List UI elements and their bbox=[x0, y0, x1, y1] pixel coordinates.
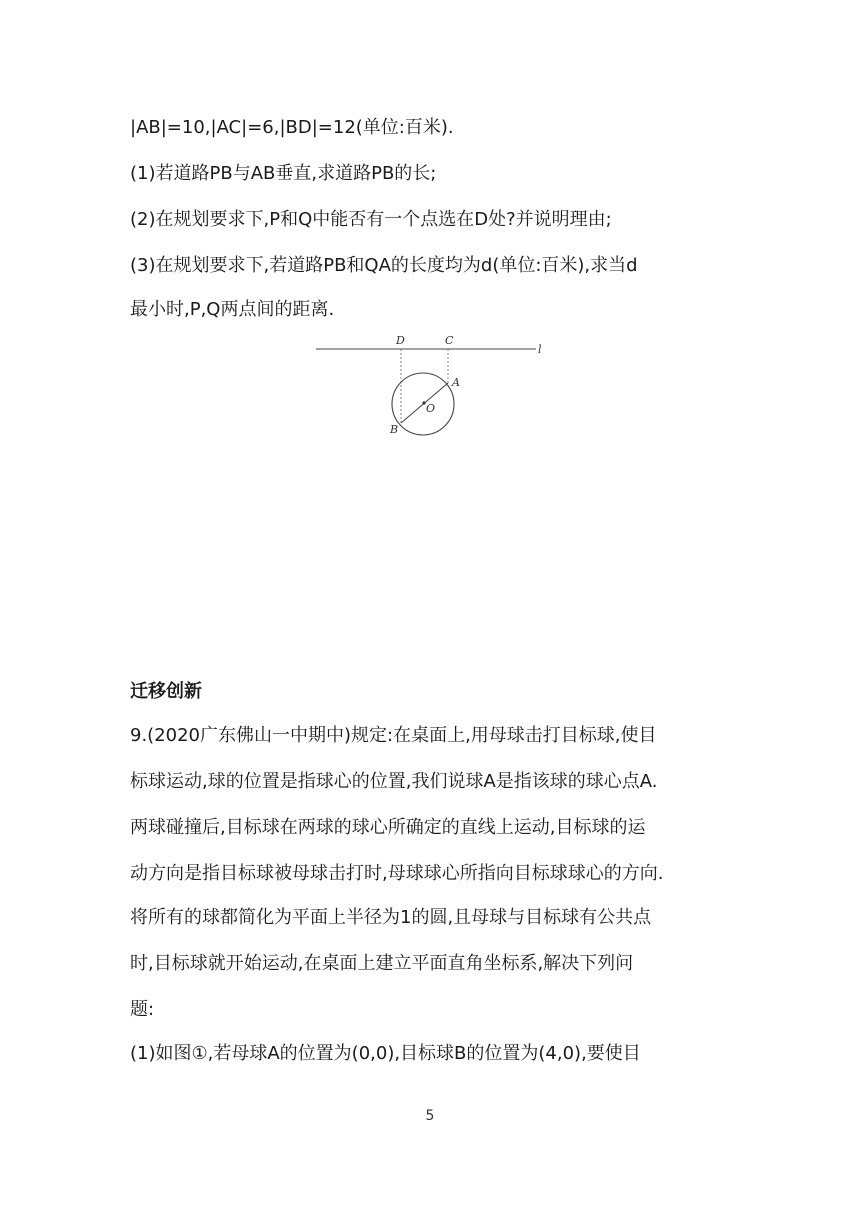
problem-9-line-5: 将所有的球都简化为平面上半径为1的圆,且母球与目标球有公共点 bbox=[130, 907, 652, 928]
problem-9-line-6: 时,目标球就开始运动,在桌面上建立平面直角坐标系,解决下列问 bbox=[130, 953, 634, 974]
section-heading: 迁移创新 bbox=[130, 681, 202, 702]
label-b: B bbox=[390, 423, 399, 436]
label-d: D bbox=[396, 334, 405, 347]
text-line-4: (3)在规划要求下,若道路PB和QA的长度均为d(单位:百米),求当d bbox=[130, 255, 638, 276]
problem-9-line-4: 动方向是指目标球被母球击打时,母球球心所指向目标球球心的方向. bbox=[130, 863, 664, 884]
label-a: A bbox=[452, 376, 460, 389]
label-o: O bbox=[426, 402, 436, 415]
figure-svg bbox=[312, 330, 562, 440]
text-line-3: (2)在规划要求下,P和Q中能否有一个点选在D处?并说明理由; bbox=[130, 209, 612, 230]
label-l: l bbox=[538, 343, 542, 356]
problem-9-line-3: 两球碰撞后,目标球在两球的球心所确定的直线上运动,目标球的运 bbox=[130, 817, 646, 838]
problem-9-line-1: 9.(2020广东佛山一中期中)规定:在桌面上,用母球击打目标球,使目 bbox=[130, 725, 657, 746]
text-line-1: |AB|=10,|AC|=6,|BD|=12(单位:百米). bbox=[130, 117, 454, 138]
problem-9-line-2: 标球运动,球的位置是指球心的位置,我们说球A是指该球的球心点A. bbox=[130, 771, 658, 792]
problem-9-line-8: (1)如图①,若母球A的位置为(0,0),目标球B的位置为(4,0),要使目 bbox=[130, 1043, 641, 1064]
label-c: C bbox=[445, 334, 454, 347]
page-number: 5 bbox=[425, 1108, 435, 1124]
text-line-2: (1)若道路PB与AB垂直,求道路PB的长; bbox=[130, 163, 437, 184]
problem-9-line-7: 题: bbox=[130, 999, 155, 1020]
text-line-5: 最小时,P,Q两点间的距离. bbox=[130, 299, 335, 320]
geometry-figure bbox=[312, 330, 562, 440]
